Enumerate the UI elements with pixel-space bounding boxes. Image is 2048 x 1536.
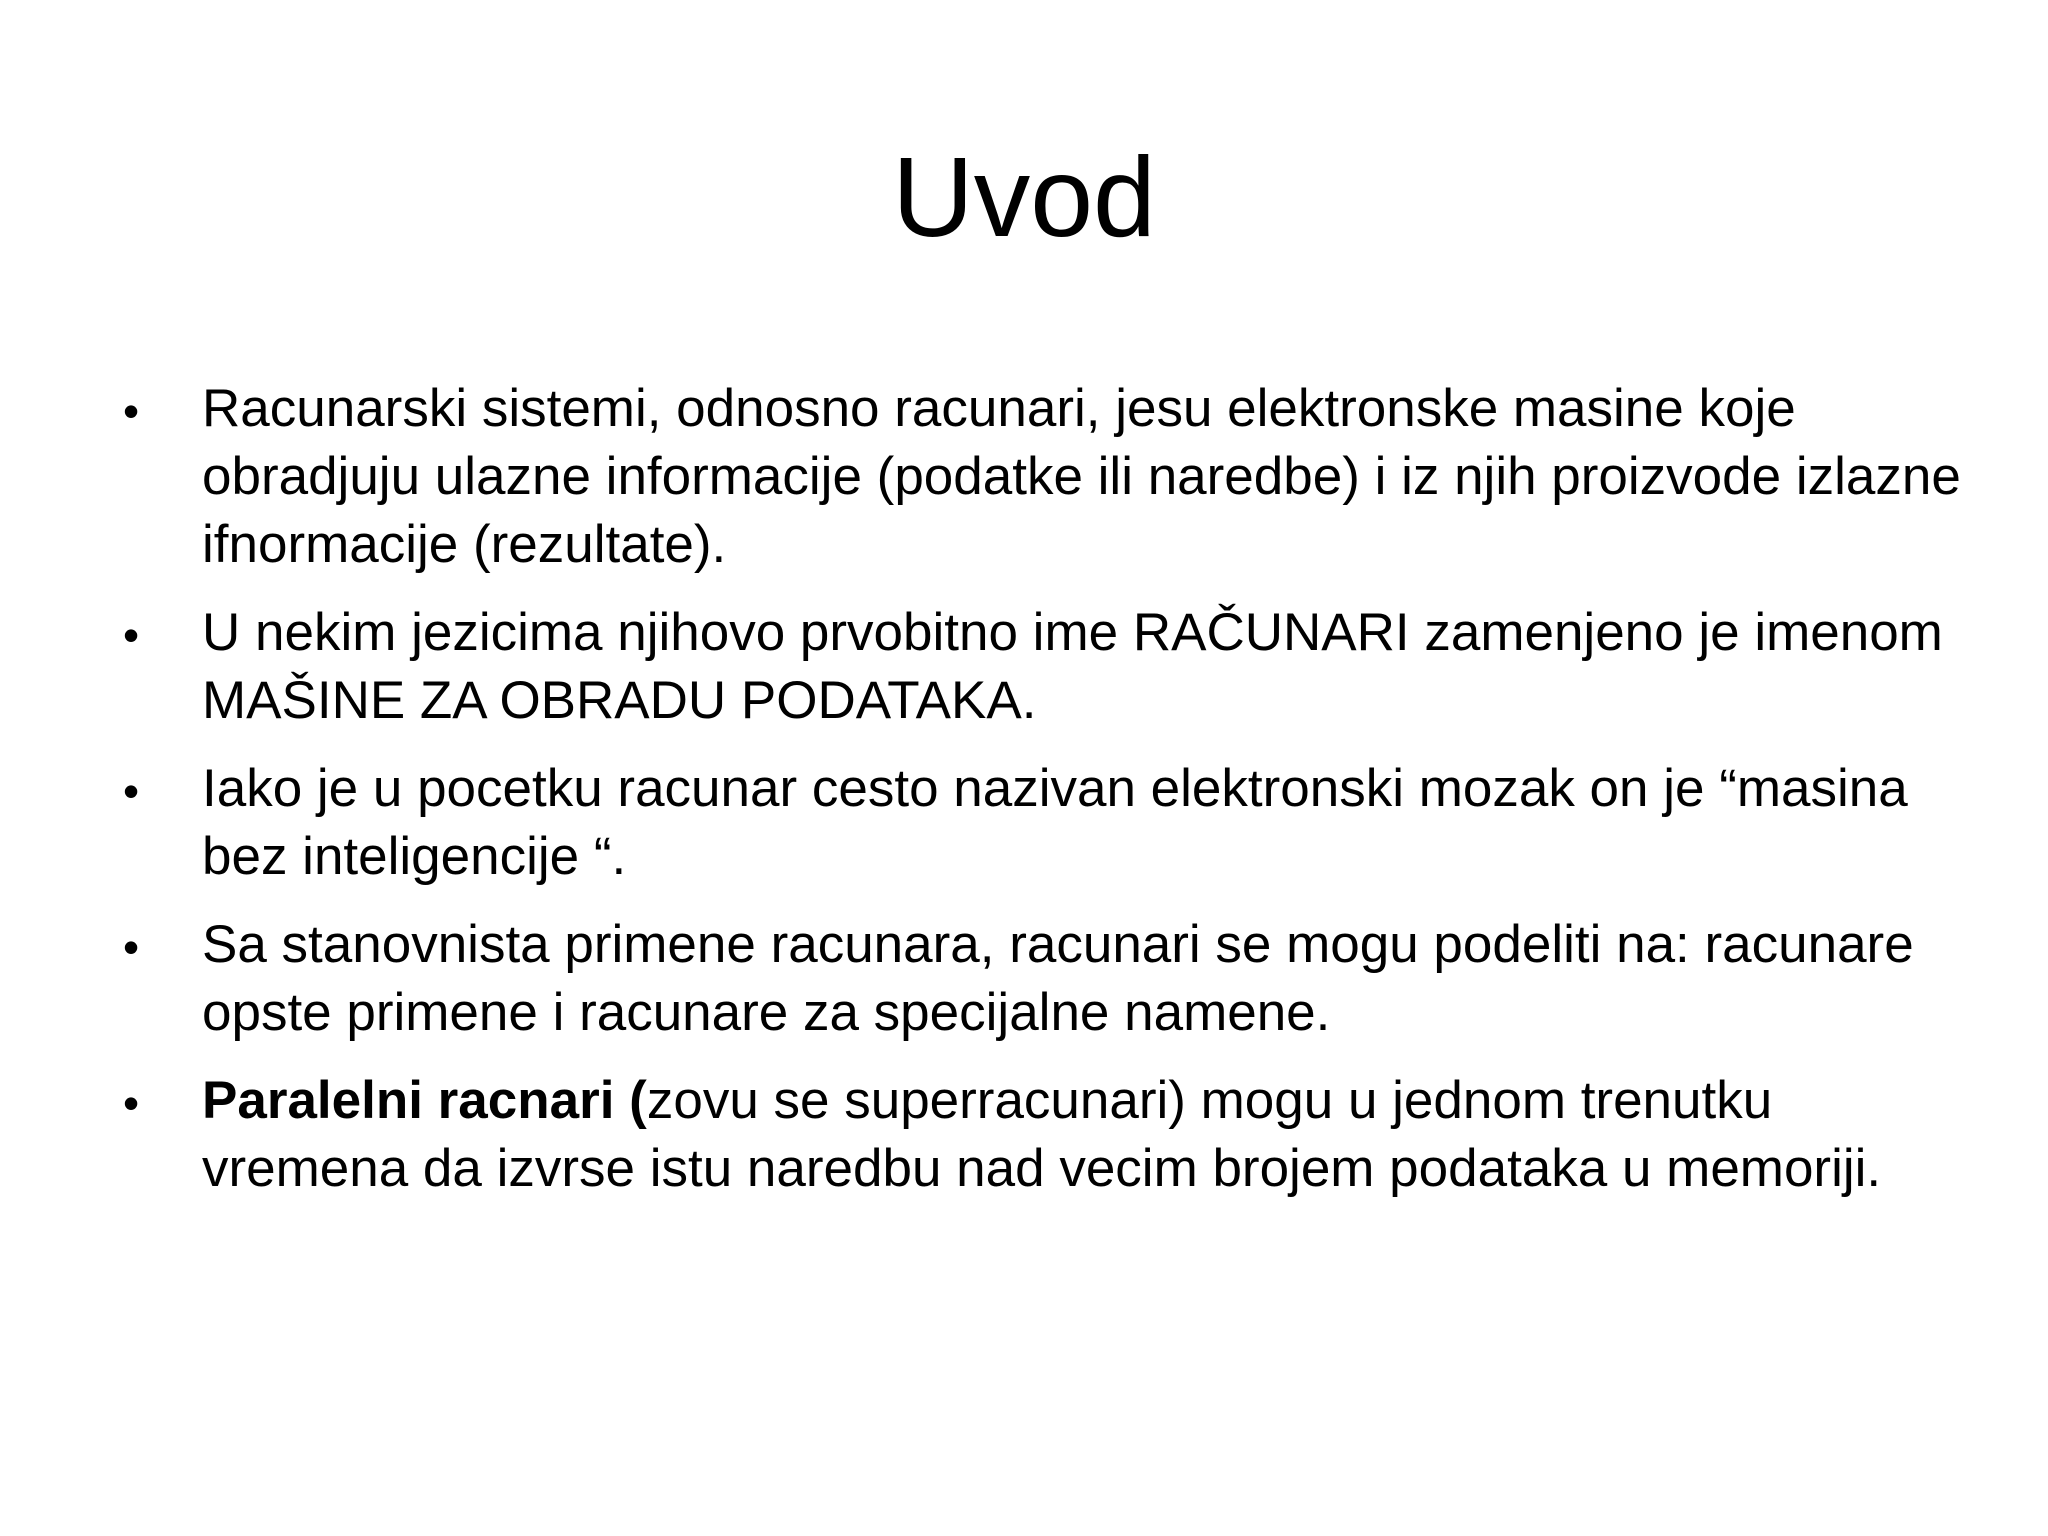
bullet-item xyxy=(0,755,2048,891)
bullet-text xyxy=(202,911,1962,1047)
bullet-body-text: zovu se superracunari) mogu u jednom trenutku vremena da izvrse istu naredbu nad vecim brojem podataka u memoriji. xyxy=(202,1071,1882,1198)
slide-title: Uvod xyxy=(892,134,1156,260)
bullet-icon: • xyxy=(123,921,140,973)
bullet-item xyxy=(0,599,2048,735)
bullet-icon: • xyxy=(123,765,140,817)
bullet-icon: • xyxy=(123,609,140,661)
bullet-icon: • xyxy=(123,1077,140,1129)
bullet-text xyxy=(202,599,1962,735)
bullet-body-text: Iako je u pocetku racunar cesto nazivan elektronski mozak on je “masina bez inteligencije “. xyxy=(202,759,1908,886)
bullet-item xyxy=(0,1067,2048,1203)
bullet-item xyxy=(0,911,2048,1047)
bullet-icon: • xyxy=(123,385,140,437)
bullet-text xyxy=(202,1067,1962,1203)
bullet-body-text: Racunarski sistemi, odnosno racunari, jesu elektronske masine koje obradjuju ulazne informacije (podatke ili naredbe) i iz njih proizvode izlazne ifnormacije (rezultate). xyxy=(202,379,1961,574)
bullet-body-text: Sa stanovnista primene racunara, racunari se mogu podeliti na: racunare opste primene i racunare za specijalne namene. xyxy=(202,915,1914,1042)
bullet-body-text: U nekim jezicima njihovo prvobitno ime RAČUNARI zamenjeno je imenom MAŠINE ZA OBRADU PODATAKA. xyxy=(202,603,1943,730)
bullet-bold-text: Paralelni racnari ( xyxy=(202,1071,647,1130)
bullet-text xyxy=(202,375,1962,579)
bullet-item xyxy=(0,375,2048,579)
bullet-list xyxy=(0,375,2048,1223)
bullet-text xyxy=(202,755,1962,891)
